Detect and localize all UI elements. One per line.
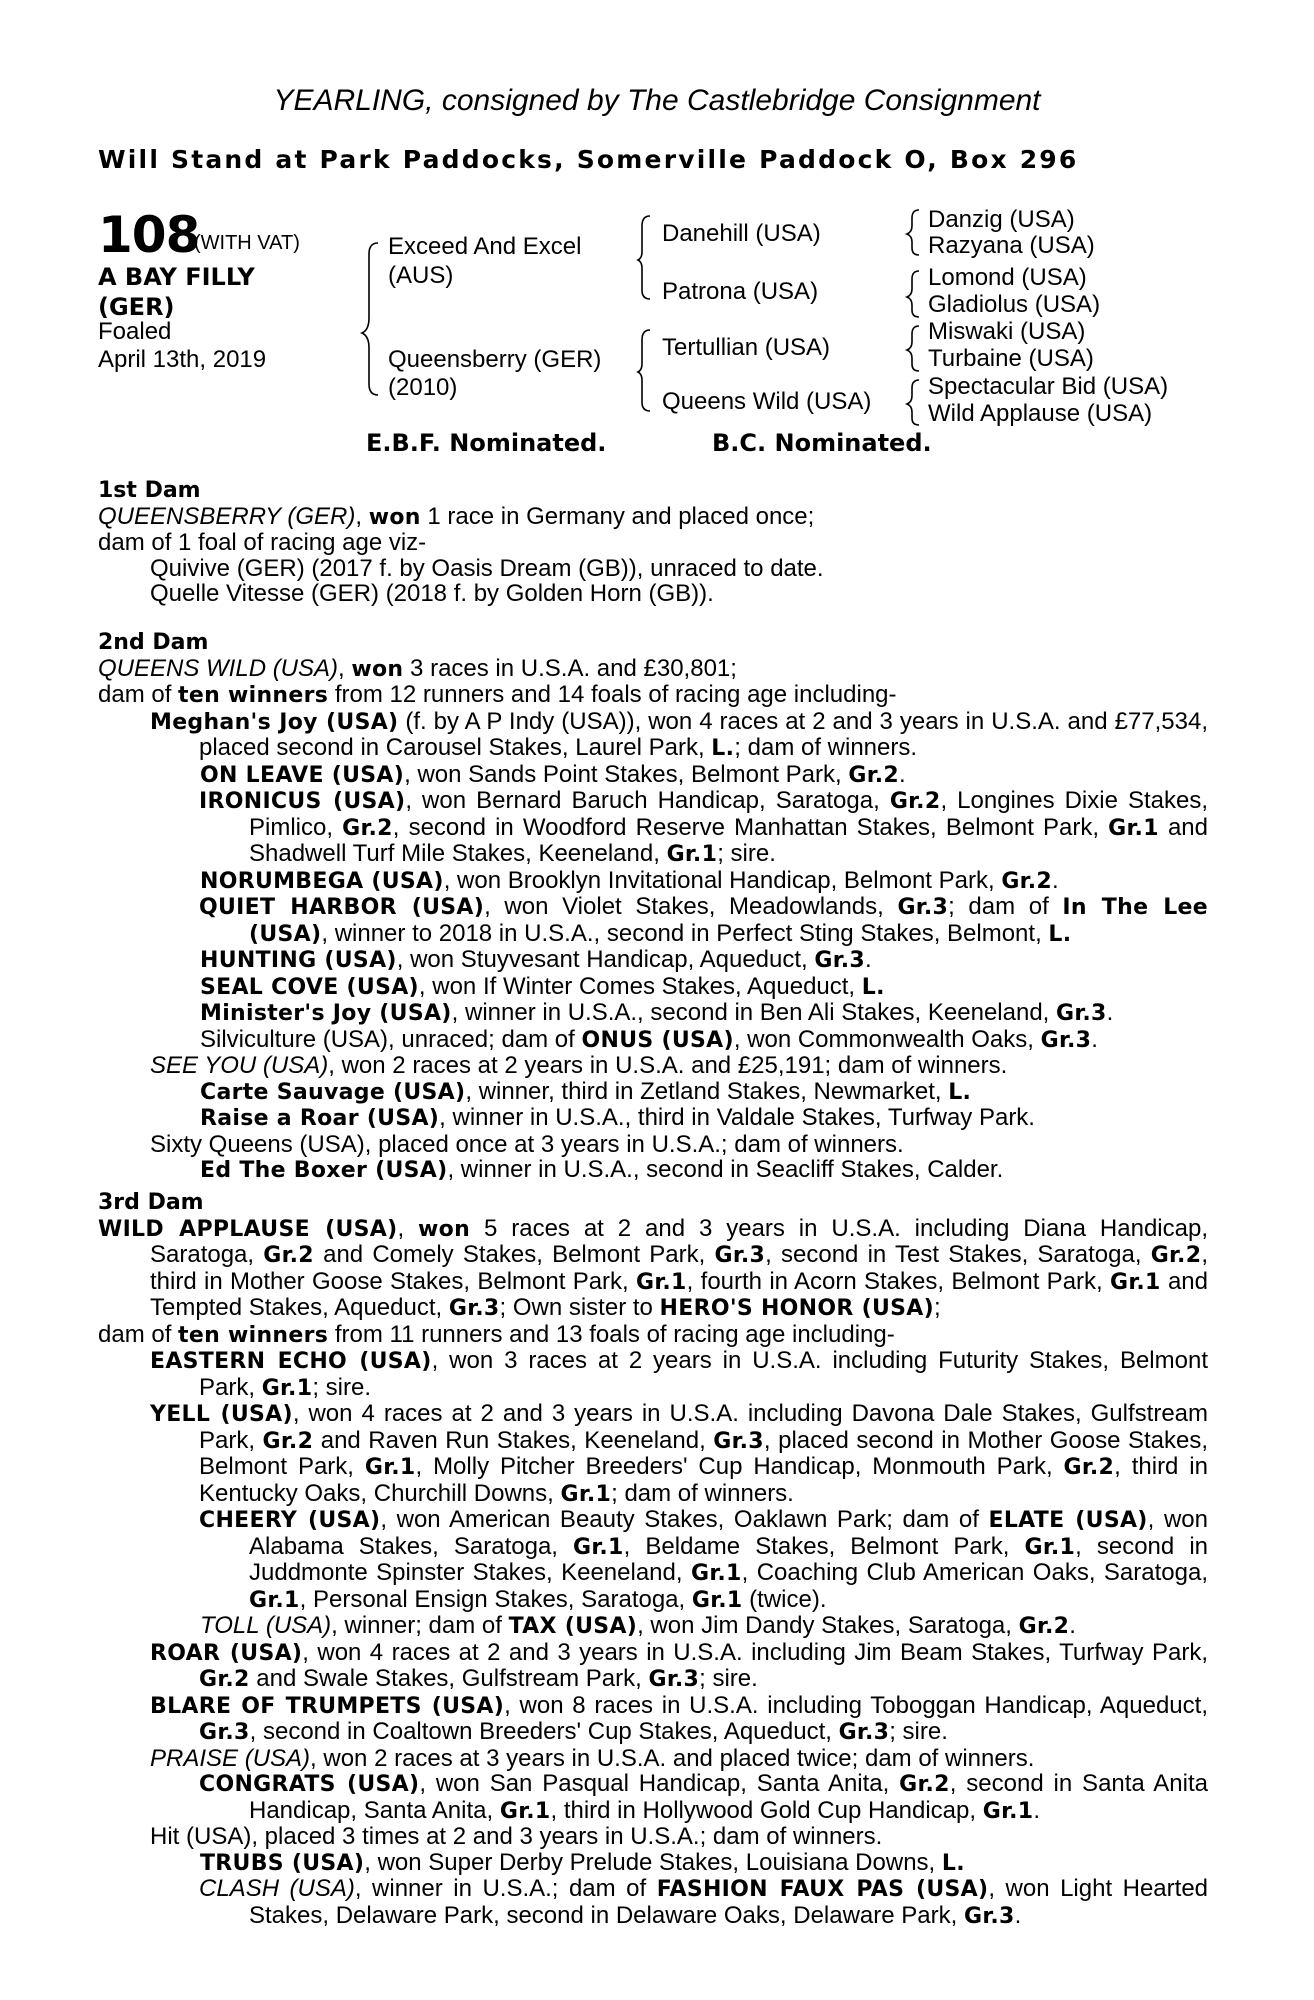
horse-name: SEE YOU (USA) [150,1052,329,1079]
produce-entry [98,709,1208,762]
produce-entry [98,1348,1208,1401]
text: ; sire. [889,1718,948,1745]
sire-dam: Patrona (USA) [662,278,819,305]
won-label: won [351,656,404,682]
sss: Danzig (USA) [928,206,1075,233]
horse-name: CONGRATS (USA) [199,1772,420,1797]
sds: Lomond (USA) [928,264,1087,291]
text: dam of [98,681,179,708]
first-dam-record: 1 race in Germany and placed once; [420,502,815,530]
text: and Shadwell Turf Mile Stakes, Keeneland, [249,813,1208,867]
text: . [1091,1025,1098,1053]
produce-entry [98,1105,1208,1132]
won-label: won [368,504,421,530]
race-grade: Gr.2 [1150,1243,1202,1268]
horse-name: HUNTING (USA) [200,948,397,973]
text: , won Sands Point Stakes, Belmont Park, [404,760,849,788]
produce-entry [98,1613,1208,1640]
race-grade: Gr.2 [889,789,941,814]
race-grade: Gr.2 [342,815,393,841]
race-grade: Gr.2 [848,762,899,788]
race-grade: Gr.1 [1108,815,1159,841]
lot-number: 108 [98,206,200,264]
text: , won Jim Dandy Stakes, Saratoga, [637,1612,1019,1639]
text: , won If Winter Comes Stakes, Aqueduct, [418,972,862,1000]
stand-location: Will Stand at Park Paddocks, Somerville Paddock O, Box 296 [98,145,1079,174]
text: ; dam of winners. [611,1479,794,1507]
winners-count: ten winners [178,1322,329,1348]
horse-name: BLARE OF TRUMPETS (USA) [150,1693,505,1719]
text: ; dam of winners. [734,734,918,761]
text: (twice). [742,1585,827,1613]
text: , second in Juddmonte Spinster Stakes, Keeneland, [249,1532,1208,1586]
horse-name: NORUMBEGA (USA) [200,868,444,894]
text: , second in Coaltown Breeders' Cup Stakes, Aqueduct, [249,1718,839,1745]
race-grade: Gr.2 [263,1243,314,1268]
dam-name: Queensberry (GER) [388,346,602,373]
race-grade: L. [861,974,885,1000]
horse-name: TAX (USA) [508,1614,638,1639]
second-dam-name: QUEENS WILD (USA) [98,654,339,682]
race-grade: Gr.3 [714,1243,766,1268]
produce-entry [98,1053,1208,1079]
text: ; sire. [312,1373,372,1401]
text: (f. by A P Indy (USA)), won 4 races at 2 and 3 years in U.S.A. and £77,534, placed second in Carousel Stakes, Laurel Park, [199,707,1208,761]
second-dam-record: 3 races in U.S.A. and £30,801; [403,654,737,682]
text: ; [933,1294,941,1321]
bc-nominated: B.C. Nominated. [712,429,932,457]
text: . [865,946,872,973]
text: , won American Beauty Stakes, Oaklawn Park; dam of [380,1506,989,1533]
produce-entry [98,1693,1208,1746]
race-grade: Gr.2 [199,1667,250,1692]
race-grade: L. [948,1079,972,1105]
text: , won Brooklyn Invitational Handicap, Belmont Park, [443,866,1002,894]
produce-entry [98,1640,1208,1693]
produce-entry [98,1079,1208,1106]
race-grade: L. [1048,921,1072,947]
produce-item: Quelle Vitesse (GER) (2018 f. by Golden Horn (GB)). [150,580,714,607]
dss: Miswaki (USA) [928,318,1086,345]
horse-name: WILD APPLAUSE (USA) [98,1216,398,1242]
race-grade: Gr.1 [666,842,718,867]
race-grade: Gr.3 [963,1903,1015,1929]
text: . [1069,1612,1076,1639]
produce-entry [98,894,1208,947]
sire-sire: Danehill (USA) [662,220,821,247]
text: , won 3 races at 2 years in U.S.A. including Futurity Stakes, Belmont Park, [199,1347,1208,1401]
text: , Molly Pitcher Breeders' Cup Handicap, Monmouth Park, [415,1453,1064,1480]
race-grade: L. [941,1850,965,1876]
produce-entry [98,1507,1208,1613]
race-grade: Gr.1 [499,1798,551,1824]
race-grade: Gr.3 [713,1428,764,1454]
text: , won Violet Stakes, Meadowlands, [484,893,898,920]
horse-name: EASTERN ECHO (USA) [150,1349,432,1374]
produce-entry [98,868,1208,895]
horse-name: ON LEAVE (USA) [200,762,405,788]
ssd: Razyana (USA) [928,232,1095,259]
catalogue-title: YEARLING, consigned by The Castlebridge Consignment [273,84,1041,117]
third-dam-record [98,1216,1208,1322]
produce-entry [98,1401,1208,1507]
text: , won 4 races at 2 and 3 years in U.S.A. including Davona Dale Stakes, Gulfstream Park, [199,1400,1209,1454]
produce-entry [98,1157,1208,1184]
race-grade: Gr.3 [838,1720,890,1745]
produce-entry [98,1000,1208,1027]
horse-country: (GER) [98,293,175,321]
horse-name: Raise a Roar (USA) [200,1106,440,1131]
second-dam-section: 2nd Dam QUEENS WILD (USA), won 3 races in U.S.A. and £30,801; dam of ten winners from 12 runners and 14 foals of racing age including- Meghan's Joy (USA) (f. by A P Indy (USA)), won 4 races at 2 and 3 years in U.S.A. and £77,534, placed second in Carousel Stakes, Laurel Park, L.; dam of winners. ON LEAVE (USA), won Sands Point Stakes, Belmont Park, Gr.2. IRONICUS (USA), won Bernard Baruch Handicap, Saratoga, Gr.2, Longines Dixie Stakes, Pimlico, Gr.2, second in Woodford Reserve Manhattan Stakes, Belmont Park, Gr.1 and Shadwell Turf Mile Stakes, Keeneland, Gr.1; sire. NORUMBEGA (USA), won Brooklyn Invitational Handicap, Belmont Park, Gr.2. QUIET HARBOR (USA), won Violet Stakes, Meadowlands, Gr.3; dam of In The Lee (USA), winner to 2018 in U.S.A., second in Perfect Sting Stakes, Belmont, L. HUNTING (USA), won Stuyvesant Handicap, Aqueduct, Gr.3. SEAL COVE (USA), won If Winter Comes Stakes, Aqueduct, L. Minister's Joy (USA), winner in U.S.A., second in Ben Ali Stakes, Keeneland, Gr.3. Silviculture (USA), unraced; dam of ONUS (USA), won Commonwealth Oaks, Gr.3. SEE YOU (USA), won 2 races at 2 years in U.S.A. and £25,191; dam of winners. Carte Sauvage (USA), winner, third in Zetland Stakes, Newmarket, L. Raise a Roar (USA), winner in U.S.A., third in Valdale Stakes, Turfway Park. Sixty Queens (USA), placed once at 3 years in U.S.A.; dam of winners. Ed The Boxer (USA), winner in U.S.A., second in Seacliff Stakes, Calder. [98,630,1209,1183]
text: , third in Mother Goose Stakes, Belmont Park, [150,1241,1208,1295]
horse-name: ONUS (USA) [581,1027,734,1053]
third-dam-section [98,1190,1208,1929]
text: . [1014,1901,1022,1929]
horse-name: ROAR (USA) [150,1640,303,1666]
text: , won 2 races at 2 years in U.S.A. and £25,191; dam of winners. [328,1052,1008,1079]
race-grade: Gr.1 [364,1455,416,1480]
text: , won Commonwealth Oaks, [733,1025,1041,1053]
horse-name: QUIET HARBOR (USA) [199,895,485,920]
horse-name: HERO'S HONOR (USA) [659,1296,934,1321]
race-grade: Gr.1 [261,1375,313,1401]
foaled-date: April 13th, 2019 [98,346,267,373]
horse-name: TRUBS (USA) [200,1850,365,1876]
race-grade: Gr.2 [1001,868,1052,894]
text: and Raven Run Stakes, Keeneland, [313,1426,714,1454]
produce-entry [98,1876,1208,1929]
won-label: won [418,1216,471,1242]
brace-sire-dam [362,243,378,395]
text: , won Super Derby Prelude Stakes, Louisiana Downs, [364,1848,942,1876]
text: Silviculture (USA), unraced; dam of [200,1025,582,1053]
produce-entry: Hit (USA), placed 3 times at 2 and 3 years in U.S.A.; dam of winners. [150,1823,883,1850]
brace-patrona [907,271,919,317]
text: , second in Woodford Reserve Manhattan Stakes, Belmont Park, [392,813,1109,841]
text: . [1106,999,1114,1026]
dsd: Turbaine (USA) [928,345,1094,372]
horse-name: CLASH (USA) [199,1875,355,1902]
horse-name: Carte Sauvage (USA) [200,1079,466,1105]
text: , winner in U.S.A., third in Valdale Stakes, Turfway Park. [439,1104,1035,1131]
horse-name: ELATE (USA) [988,1508,1148,1533]
text: ; dam of [948,893,1063,920]
text: , won 4 races at 2 and 3 years in U.S.A. including Jim Beam Stakes, Turfway Park, [302,1638,1208,1666]
ddd: Wild Applause (USA) [928,400,1153,427]
race-grade: Gr.3 [648,1667,700,1692]
brace-queens-wild [907,380,919,425]
dam-sire: Tertullian (USA) [662,334,831,361]
text: from 11 runners and 13 foals of racing age including- [328,1320,895,1348]
first-dam-heading: 1st Dam [98,478,201,503]
race-grade: Gr.3 [448,1296,500,1321]
text: , won 2 races at 3 years in U.S.A. and placed twice; dam of winners. [310,1744,1035,1772]
text: . [899,760,906,788]
horse-name: A BAY FILLY [98,263,255,291]
text: , won Stuyvesant Handicap, Aqueduct, [396,946,815,973]
race-grade: Gr.2 [899,1772,950,1797]
race-grade: Gr.1 [982,1798,1034,1824]
text: 5 races at 2 and 3 years in U.S.A. including Diana Handicap, Saratoga, [150,1214,1208,1268]
produce-entry [98,1771,1208,1824]
produce-entry [98,1746,1208,1772]
dam-dam: Queens Wild (USA) [662,388,872,415]
race-grade: Gr.3 [199,1720,250,1745]
dds: Spectacular Bid (USA) [928,373,1169,400]
produce-entry [98,1850,1208,1877]
produce-entry [98,1027,1208,1054]
race-grade: Gr.2 [262,1428,314,1454]
horse-name: Minister's Joy (USA) [200,1001,452,1026]
produce-entry: Sixty Queens (USA), placed once at 3 years in U.S.A.; dam of winners. [150,1130,904,1158]
text: , Personal Ensign Stakes, Saratoga, [299,1585,692,1613]
text: . [1051,866,1059,894]
text: , won San Pasqual Handicap, Santa Anita, [419,1770,900,1797]
third-dam-heading: 3rd Dam [98,1190,204,1215]
race-grade: Gr.1 [1110,1269,1161,1295]
sdd: Gladiolus (USA) [928,291,1101,318]
race-grade: Gr.1 [691,1587,743,1613]
race-grade: Gr.1 [573,1534,624,1560]
race-grade: Gr.3 [814,948,866,973]
text: , winner, third in Zetland Stakes, Newmarket, [465,1077,949,1105]
text: , Coaching Club American Oaks, Saratoga, [741,1559,1208,1586]
horse-name: CHEERY (USA) [199,1508,381,1533]
race-grade: Gr.1 [636,1269,687,1295]
dam-year: (2010) [388,374,458,401]
horse-name: PRAISE (USA) [150,1744,311,1772]
produce-entry [98,788,1208,868]
produce-item: Quivive (GER) (2017 f. by Oasis Dream (GB)), unraced to date. [150,554,824,582]
text: , placed second in Mother Goose Stakes, Belmont Park, [199,1426,1208,1480]
text: , winner in U.S.A., second in Ben Ali Stakes, Keeneland, [451,999,1057,1026]
text: from 12 runners and 14 foals of racing age including- [328,681,897,708]
text: , won 8 races in U.S.A. including Toboggan Handicap, Aqueduct, [504,1691,1208,1719]
text: , second in Test Stakes, Saratoga, [765,1241,1151,1268]
horse-name: IRONICUS (USA) [199,789,406,814]
ebf-nominated: E.B.F. Nominated. [366,429,607,457]
race-grade: Gr.3 [897,895,949,920]
text: , won Bernard Baruch Handicap, Saratoga, [405,787,890,814]
text: ; sire. [717,840,776,867]
text: , Beldame Stakes, Belmont Park, [623,1532,1025,1560]
text: , fourth in Acorn Stakes, Belmont Park, [686,1267,1111,1295]
race-grade: Gr.1 [690,1561,742,1586]
race-grade: L. [711,736,735,761]
horse-name: Ed The Boxer (USA) [200,1158,448,1183]
text: dam of [98,1320,179,1348]
produce-entry [98,762,1208,789]
text: , winner to 2018 in U.S.A., second in Perfect Sting Stakes, Belmont, [321,919,1049,947]
sire-name: Exceed And Excel [388,233,582,260]
horse-name: In The Lee (USA) [249,895,1209,947]
brace-danehill [907,210,919,255]
horse-name: FASHION FAUX PAS (USA) [656,1877,989,1902]
second-dam-heading: 2nd Dam [98,630,209,655]
text: , winner in U.S.A.; dam of [354,1875,657,1902]
race-grade: Gr.2 [1018,1614,1070,1639]
text: , Longines Dixie Stakes, Pimlico, [249,787,1209,841]
race-grade: Gr.1 [249,1587,300,1613]
text: , won Alabama Stakes, Saratoga, [249,1506,1208,1560]
race-grade: Gr.1 [560,1481,612,1507]
text: , winner; dam of [331,1612,509,1639]
horse-name: YELL (USA) [150,1402,293,1427]
first-dam-name: QUEENSBERRY (GER) [98,502,356,530]
vat-note: (WITH VAT) [194,232,300,254]
text: , winner in U.S.A., second in Seacliff Stakes, Calder. [447,1156,1004,1183]
first-dam-produce-intro: dam of 1 foal of racing age viz- [98,529,427,556]
text: and Swale Stakes, Gulfstream Park, [249,1665,649,1692]
race-grade: Gr.1 [1024,1534,1076,1560]
brace-dam-line [638,330,650,411]
text: , third in Kentucky Oaks, Churchill Downs, [199,1453,1208,1507]
text: , won Light Hearted Stakes, Delaware Park, second in Delaware Oaks, Delaware Park, [249,1875,1209,1929]
brace-sire-line [638,216,650,299]
race-grade: Gr.3 [1040,1027,1092,1053]
brace-tertullian [907,326,919,371]
text: , [397,1214,419,1242]
horse-name: TOLL (USA) [200,1612,332,1639]
winners-count: ten winners [178,683,329,708]
produce-entry [98,947,1208,974]
foaled-label: Foaled [98,318,172,345]
first-dam-section: 1st Dam QUEENSBERRY (GER), won 1 race in Germany and placed once; dam of 1 foal of racing age viz- Quivive (GER) (2017 f. by Oasis Dream (GB)), unraced to date. Quelle Vitesse (GER) (2018 f. by Golden Horn (GB)). [98,478,1208,607]
text: ; sire. [699,1665,758,1692]
horse-name: Meghan's Joy (USA) [150,709,399,735]
text: ; Own sister to [499,1294,660,1321]
race-grade: Gr.2 [1063,1455,1115,1480]
produce-entry [98,974,1208,1001]
race-grade: Gr.3 [1056,1001,1107,1026]
text: and Tempted Stakes, Aqueduct, [150,1267,1209,1321]
text: . [1033,1796,1041,1824]
text: , second in Santa Anita Handicap, Santa Anita, [249,1770,1208,1824]
horse-name: SEAL COVE (USA) [200,974,419,1000]
sire-country: (AUS) [388,262,454,289]
text: and Comely Stakes, Belmont Park, [313,1241,715,1268]
text: , third in Hollywood Gold Cup Handicap, [550,1796,983,1824]
